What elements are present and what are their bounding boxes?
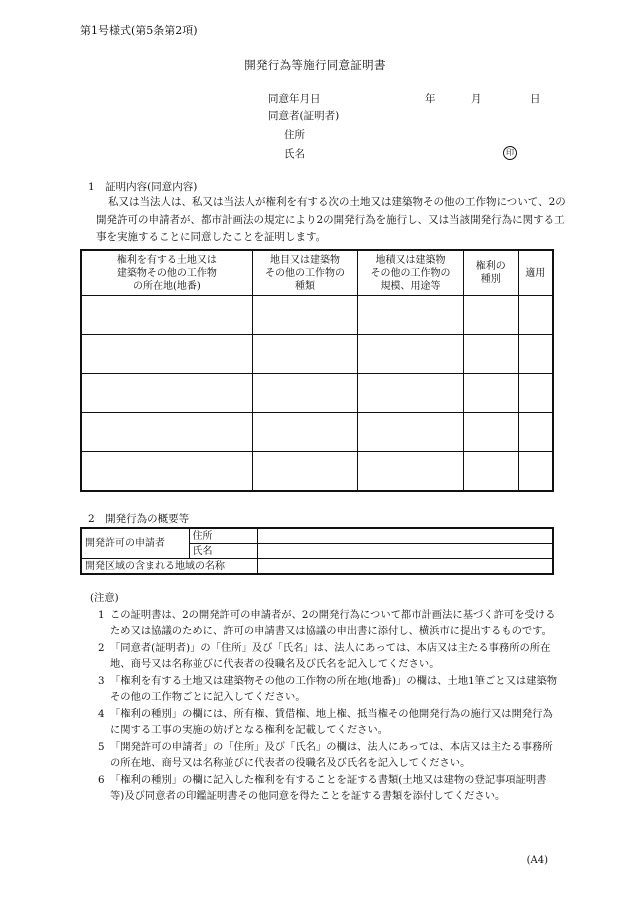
note-text: この証明書は、2の開発許可の申請者が、2の開発行為について都市計画法に基づく許可を受けるため又は協議のために、許可の申請書又は協議の申出書に添付し、横浜市に提出するものです。	[110, 608, 556, 637]
day-label: 日	[530, 93, 541, 105]
paper-size-label: (A4)	[526, 855, 548, 866]
rights-table-header-cell	[252, 250, 358, 296]
header-line: 権利を有する土地又は	[116, 254, 217, 266]
area-name-value[interactable]	[257, 559, 553, 575]
table-cell[interactable]	[518, 374, 553, 413]
table-cell[interactable]	[252, 452, 358, 492]
table-cell[interactable]	[518, 413, 553, 452]
note-number: 6	[98, 773, 105, 786]
overview-table	[80, 527, 554, 575]
rights-table	[80, 249, 554, 492]
applicant-address-value[interactable]	[257, 528, 553, 544]
table-cell[interactable]	[81, 335, 252, 374]
header-line: 適用	[525, 267, 546, 279]
table-row	[81, 335, 553, 374]
header-line: 建築物その他の工作物	[116, 267, 217, 279]
note-item	[90, 673, 560, 706]
table-cell[interactable]	[463, 413, 518, 452]
table-row	[81, 296, 553, 335]
rights-table-header-cell	[358, 250, 464, 296]
applicant-name-value[interactable]	[257, 544, 553, 559]
note-item	[90, 640, 560, 673]
header-line: 規模、用途等	[380, 280, 441, 292]
consenter-label: 同意者(証明者)	[268, 110, 340, 122]
year-label: 年	[425, 93, 436, 105]
note-number: 1	[98, 608, 105, 621]
header-line: その他の工作物の	[264, 267, 345, 279]
section1-paragraph: 私又は当法人は、私又は当法人が権利を有する次の土地又は建築物その他の工作物について、2の開発許可の申請者が、都市計画法の規定により2の開発行為を施行し、又は当該開発行為に関する工事を実施することに同意したことを証明します。	[96, 196, 566, 243]
note-text: 「権利を有する土地又は建築物その他の工作物の所在地(地番)」の欄は、土地1筆ごと又は建築物その他の工作物ごとに記入してください。	[110, 674, 558, 703]
table-cell[interactable]	[518, 296, 553, 335]
consenter-address-label: 住所	[284, 129, 305, 141]
table-row	[81, 413, 553, 452]
month-label: 月	[471, 93, 482, 105]
consenter-name-label: 氏名	[284, 148, 305, 160]
section1-heading: 1 証明内容(同意内容)	[88, 181, 198, 193]
table-cell[interactable]	[463, 374, 518, 413]
applicant-address-label: 住所	[189, 528, 257, 544]
table-cell[interactable]	[358, 335, 464, 374]
header-line: 地目又は建築物	[269, 254, 340, 266]
rights-table-header-row	[81, 250, 553, 296]
note-item	[90, 739, 560, 772]
rights-table-header-cell	[81, 250, 252, 296]
header-line: 種類	[294, 280, 315, 292]
note-number: 4	[98, 707, 105, 720]
table-row	[81, 452, 553, 492]
applicant-label: 開発許可の申請者	[81, 528, 189, 559]
table-cell[interactable]	[358, 452, 464, 492]
table-cell[interactable]	[252, 296, 358, 335]
table-cell[interactable]	[463, 452, 518, 492]
table-cell[interactable]	[252, 335, 358, 374]
note-number: 2	[98, 641, 105, 654]
note-text: 「権利の種別」の欄には、所有権、賃借権、地上権、抵当権その他開発行為の施行又は開発行為に関する工事の実施の妨げとなる権利を記載してください。	[110, 707, 553, 736]
note-number: 5	[98, 740, 105, 753]
note-text: 「同意者(証明者)」の「住所」及び「氏名」は、法人にあっては、本店又は主たる事務所の所在地、商号又は名称並びに代表者の役職名及び氏名を記入してください。	[110, 641, 551, 670]
consent-date-label: 同意年月日	[268, 93, 321, 105]
seal-mark: 印	[503, 146, 517, 160]
table-cell[interactable]	[81, 374, 252, 413]
header-line: の所在地(地番)	[132, 280, 201, 292]
applicant-name-label: 氏名	[189, 544, 257, 559]
note-number: 3	[98, 674, 105, 687]
table-cell[interactable]	[252, 413, 358, 452]
header-line: 権利の	[475, 261, 506, 272]
table-cell[interactable]	[518, 335, 553, 374]
note-text: 「権利の種別」の欄に記入した権利を有することを証する書類(土地又は建物の登記事項証明書等)及び同意者の印鑑証明書その他同意を得たことを証する書類を添付してください。	[110, 773, 547, 802]
note-text: 「開発許可の申請者」の「住所」及び「氏名」の欄は、法人にあっては、本店又は主たる事務所の所在地、商号又は名称並びに代表者の役職名及び氏名を記入してください。	[110, 740, 553, 769]
table-cell[interactable]	[252, 374, 358, 413]
form-number: 第1号様式(第5条第2項)	[80, 24, 198, 37]
rights-table-header-cell	[518, 250, 553, 296]
table-row	[81, 374, 553, 413]
note-item	[90, 706, 560, 739]
table-cell[interactable]	[81, 452, 252, 492]
section2-heading: 2 開発行為の概要等	[88, 513, 190, 525]
table-cell[interactable]	[358, 413, 464, 452]
notes-block	[90, 590, 560, 805]
note-item	[90, 607, 560, 640]
note-item	[90, 772, 560, 805]
table-cell[interactable]	[358, 296, 464, 335]
table-cell[interactable]	[81, 296, 252, 335]
table-cell[interactable]	[358, 374, 464, 413]
header-line: その他の工作物の	[370, 267, 451, 279]
header-line: 地積又は建築物	[375, 254, 446, 266]
notes-heading: (注意)	[90, 592, 119, 604]
header-line: 種別	[480, 274, 501, 285]
table-cell[interactable]	[81, 413, 252, 452]
table-cell[interactable]	[463, 296, 518, 335]
area-name-label: 開発区域の含まれる地域の名称	[81, 559, 257, 575]
table-cell[interactable]	[463, 335, 518, 374]
document-title: 開発行為等施行同意証明書	[244, 58, 386, 72]
table-cell[interactable]	[518, 452, 553, 492]
rights-table-header-cell	[463, 250, 518, 296]
